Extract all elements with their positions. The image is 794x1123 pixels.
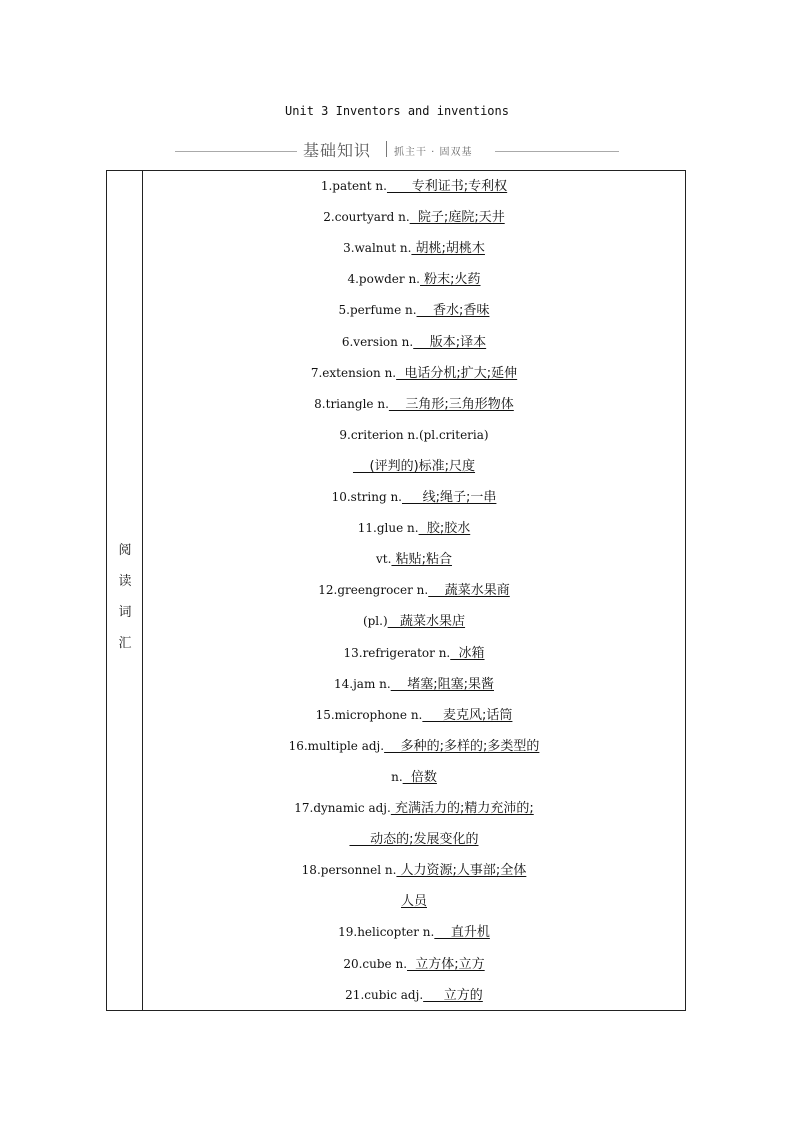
vocab-answer: 冰箱 [450, 645, 485, 661]
vocab-answer: 线;绳子;一串 [401, 490, 497, 505]
vocabulary-table [106, 170, 686, 1011]
vocab-row [143, 488, 685, 507]
vocab-term: vt. [376, 552, 392, 567]
banner-rule-right [495, 151, 619, 152]
vocab-term: 14.jam n. [334, 676, 391, 691]
vocab-answer: 专利证书;专利权 [386, 179, 508, 194]
vocab-term: 17.dynamic adj. [294, 801, 391, 815]
vocab-answer: 人力资源;人事部;全体 [396, 863, 527, 879]
vocab-answer: 麦克风;话筒 [422, 707, 513, 723]
vocab-answer: 人员 [400, 894, 427, 910]
vocab-row [143, 986, 685, 1005]
vocab-row [143, 861, 685, 880]
vocab-row [143, 737, 685, 756]
vocab-answer: 院子;庭院;天井 [409, 210, 505, 226]
vocab-term: 13.refrigerator n. [343, 645, 451, 660]
vocab-row [143, 550, 685, 569]
vocab-row [143, 581, 685, 600]
vocab-term: 3.walnut n. [343, 241, 412, 256]
vocab-answer: 粉末;火药 [420, 272, 481, 288]
vocab-answer: 胶;胶水 [418, 521, 471, 537]
vocab-row [143, 270, 685, 289]
section-label-char: 读 [118, 574, 132, 589]
vocab-answer: 蔬菜水果店 [387, 614, 466, 630]
vocab-answer: 立方的 [423, 987, 483, 1003]
vocab-term: 20.cube n. [343, 956, 408, 971]
vocab-row [143, 301, 685, 320]
vocab-answer: 蔬菜水果商 [428, 583, 510, 599]
vocab-row [143, 177, 685, 196]
vocab-term: 7.extension n. [310, 365, 397, 380]
section-label-char: 词 [118, 605, 132, 620]
vocab-row [143, 457, 685, 476]
vocab-row [143, 239, 685, 258]
vocab-answer: 胡桃;胡桃木 [411, 241, 485, 257]
section-label-char: 汇 [118, 636, 132, 651]
banner-title: 基础知识 [303, 141, 372, 160]
section-label-char: 阅 [118, 543, 132, 558]
vocab-term: 8.triangle n. [314, 396, 389, 411]
vocab-row [143, 830, 685, 849]
vocab-term: n. [391, 769, 403, 784]
vocab-term: 16.multiple adj. [288, 738, 385, 753]
vocab-term: 10.string n. [331, 490, 402, 504]
vocab-row [143, 333, 685, 352]
vocab-answer: 版本;译本 [413, 334, 487, 350]
vocab-row [143, 955, 685, 974]
vocab-term: 2.courtyard n. [323, 210, 410, 225]
vocab-answer: 电话分机;扩大;延伸 [396, 365, 518, 381]
vocab-term: 21.cubic adj. [345, 987, 424, 1002]
vocab-answer: 动态的;发展变化的 [349, 832, 479, 848]
vocab-answer: 立方体;立方 [407, 956, 485, 972]
vocab-row [143, 923, 685, 942]
vocab-row [143, 364, 685, 383]
vocab-term: 5.perfume n. [338, 303, 417, 318]
vocab-answer: (评判的)标准;尺度 [352, 458, 476, 474]
vocab-answer: 粘贴;粘合 [391, 552, 452, 568]
vocab-term: 12.greengrocer n. [318, 583, 429, 598]
vocab-row [143, 395, 685, 414]
vocab-row [143, 426, 685, 445]
vocab-row [143, 644, 685, 663]
banner-subtitle: 抓主干 · 固双基 [394, 147, 473, 158]
vocab-answer: 多种的;多样的;多类型的 [384, 738, 540, 754]
vocab-answer: 直升机 [434, 925, 490, 941]
vocab-row [143, 675, 685, 694]
vocab-row [143, 799, 685, 818]
banner-separator [386, 141, 387, 157]
vocab-row [143, 519, 685, 538]
vocab-term: (pl.) [362, 614, 388, 629]
vocabulary-list [143, 171, 685, 1010]
vocab-row [143, 768, 685, 787]
banner-rule-left [175, 151, 297, 152]
vocab-term: 9.criterion n.(pl.criteria) [339, 427, 489, 442]
vocab-answer: 香水;香味 [416, 303, 490, 319]
vocab-row [143, 612, 685, 631]
page-title: Unit 3 Inventors and inventions [285, 104, 509, 118]
vocab-term: 1.patent n. [320, 179, 387, 193]
vocab-term: 11.glue n. [357, 521, 419, 536]
vocab-answer: 三角形;三角形物体 [388, 396, 514, 412]
vocab-term: 6.version n. [341, 334, 414, 349]
vocab-term: 4.powder n. [347, 272, 420, 287]
vocab-term: 19.helicopter n. [338, 925, 435, 940]
vocab-answer: 倍数 [402, 769, 437, 785]
section-banner [175, 138, 619, 160]
section-label-cell [107, 171, 143, 1010]
section-label [107, 535, 143, 659]
vocab-row [143, 706, 685, 725]
vocab-row [143, 892, 685, 911]
vocab-term: 18.personnel n. [301, 863, 397, 878]
vocab-answer: 堵塞;阻塞;果酱 [390, 676, 494, 692]
vocab-term: 15.microphone n. [315, 707, 423, 722]
vocab-answer: 充满活力的;精力充沛的; [390, 801, 534, 816]
vocab-row [143, 208, 685, 227]
